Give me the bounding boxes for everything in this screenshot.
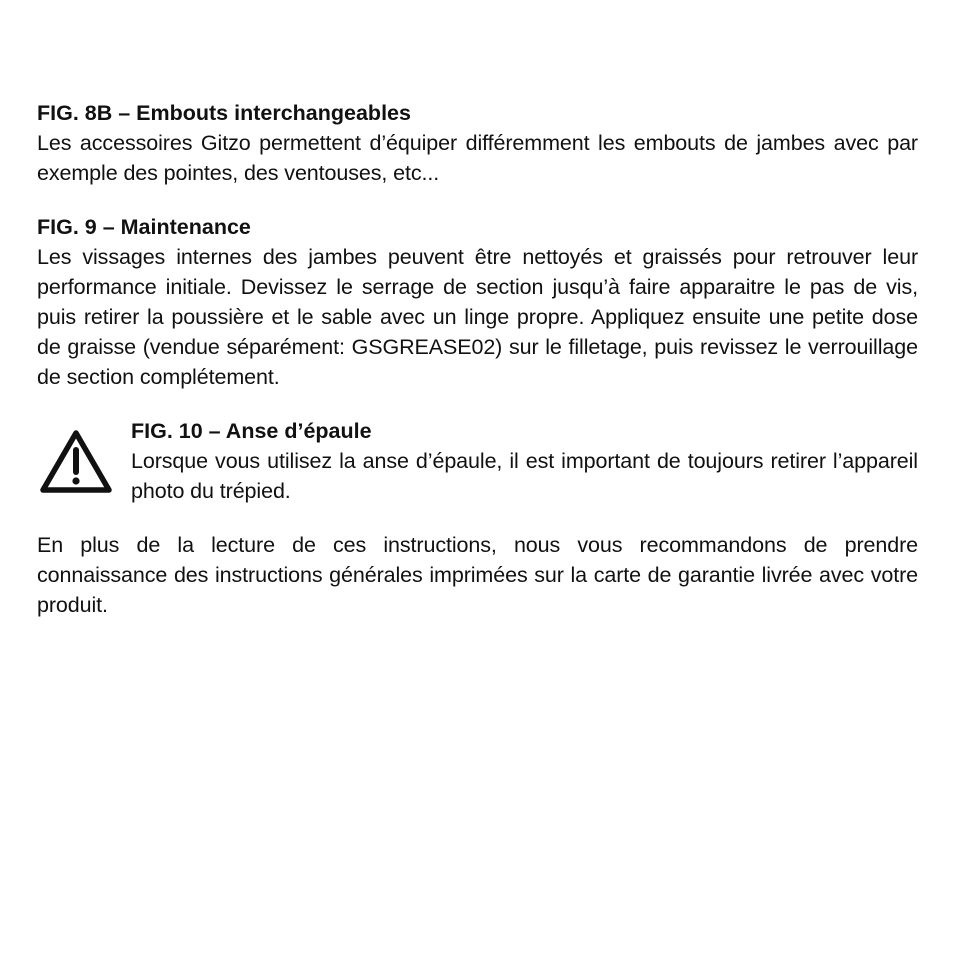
closing-paragraph: En plus de la lecture de ces instructions, nous vous recommandons de prendre connaissance des instructions générales imprimées sur la carte de garantie livrée avec votre produit.	[37, 533, 918, 617]
spacer	[37, 392, 918, 416]
spacer	[37, 506, 918, 530]
warning-triangle-icon	[39, 428, 113, 494]
section-title-fig9: FIG. 9 – Maintenance	[37, 215, 251, 239]
section-body-fig10: Lorsque vous utilisez la anse d’épaule, il est important de toujours retirer l’appareil photo du trépied.	[131, 449, 918, 503]
section-closing	[37, 530, 918, 620]
document-page	[37, 98, 918, 620]
section-fig8b	[37, 98, 918, 188]
section-fig9	[37, 212, 918, 392]
section-body-fig9: Les vissages internes des jambes peuvent être nettoyés et graissés pour retrouver leur performance initiale. Devissez le serrage de section jusqu’à faire apparaitre le pas de vis, puis retirer la poussière et le sable avec un linge propre. Appliquez ensuite une petite dose de graisse (vendue séparément: GSGREASE02) sur le filletage, puis revissez le verrouillage de section complétement.	[37, 245, 918, 389]
section-body-fig8b: Les accessoires Gitzo permettent d’équiper différemment les embouts de jambes avec par exemple des pointes, des ventouses, etc...	[37, 131, 918, 185]
section-title-fig8b: FIG. 8B – Embouts interchangeables	[37, 101, 411, 125]
section-fig10	[37, 416, 918, 506]
section-title-fig10: FIG. 10 – Anse d’épaule	[131, 419, 372, 443]
spacer	[37, 188, 918, 212]
